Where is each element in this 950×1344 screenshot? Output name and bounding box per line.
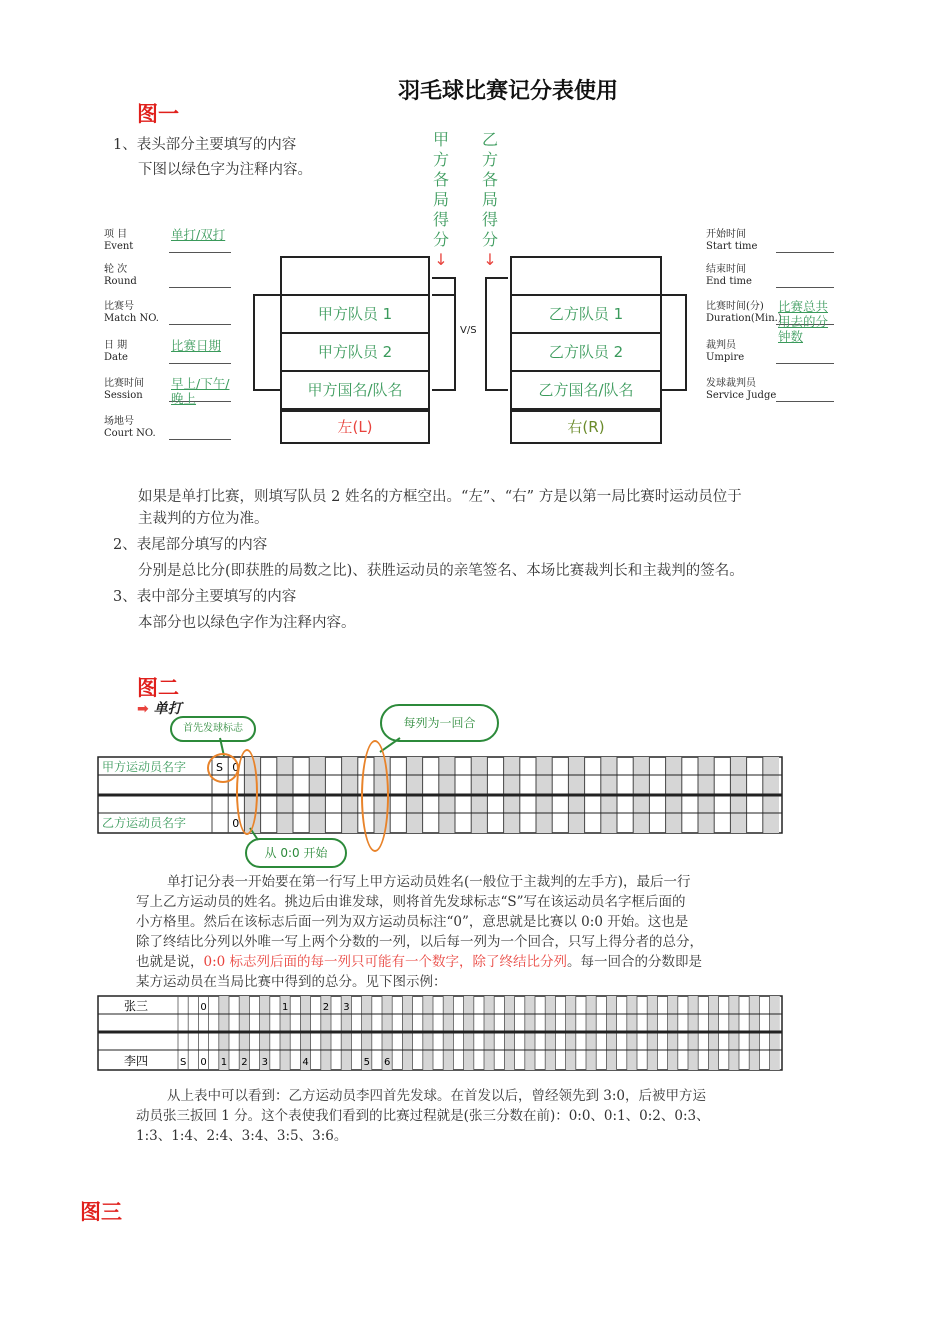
down-arrow-icon: ↓ <box>434 250 448 269</box>
right-field-cn: 结束时间 <box>706 264 746 275</box>
singles-label: 单打 <box>153 701 182 717</box>
s-highlight-oval <box>207 753 239 783</box>
column-note-a-text: 甲方各局得分 <box>432 130 449 249</box>
para-2-line-4: 除了终结比分列以外唯一写上两个分数的一列，以后每一列为一个回合，只写上得分者的总分， <box>136 934 703 950</box>
row-bottom-name: 李四 <box>124 1054 149 1068</box>
left-field-label <box>104 264 137 288</box>
section-2-heading: 2、表尾部分填写的内容 <box>113 537 268 553</box>
zero-mark-a: 0 <box>232 761 240 774</box>
bottom-score-mark: 4 <box>302 1057 309 1068</box>
a-country-box: 甲方国名/队名 <box>280 370 430 410</box>
bottom-score-mark: S <box>180 1057 187 1068</box>
right-field-line <box>776 251 834 253</box>
example-score-grid <box>96 994 786 1072</box>
section-3-text: 本部分也以绿色字作为注释内容。 <box>138 615 356 631</box>
first-serve-bubble: 首先发球标志 <box>170 716 256 742</box>
para-2-line-5 <box>136 952 702 972</box>
left-field-cn: 比赛时间 <box>104 378 144 389</box>
down-arrow-icon: ↓ <box>483 250 497 269</box>
para-2-line-6: 某方运动员在当局比赛中得到的总分。见下图示例： <box>136 974 447 990</box>
left-field-line <box>169 286 231 288</box>
para-1-line-1: 如果是单打比赛，则填写队员 2 姓名的方框空出。“左”、“右” 方是以第一局比赛时运动员位于 <box>138 489 742 505</box>
section-3-heading: 3、表中部分主要填写的内容 <box>113 589 297 605</box>
right-field-label <box>706 229 757 253</box>
arrow-right-icon: ➡ <box>137 701 149 717</box>
bracket-lines <box>250 250 690 450</box>
bottom-score-mark: 6 <box>384 1057 391 1068</box>
each-column-bubble: 每列为一回合 <box>380 704 499 742</box>
bottom-score-mark: 1 <box>220 1057 228 1068</box>
figure-3-label: 图三 <box>80 1200 122 1224</box>
section-1-subtext: 下图以绿色字为注释内容。 <box>138 162 312 178</box>
right-field-en: Duration(Min.) <box>706 313 782 324</box>
left-field-label <box>104 229 133 253</box>
para-2-line-1: 单打记分表一开始要在第一行写上甲方运动员姓名(一般位于主裁判的左手方)，最后一行 <box>167 874 691 890</box>
figure-1-label: 图一 <box>137 102 179 126</box>
left-field-cn: 日 期 <box>104 340 128 351</box>
left-field-line <box>169 251 231 253</box>
column-note-a <box>432 130 450 270</box>
left-field-en: Event <box>104 241 134 252</box>
left-field-label <box>104 416 156 440</box>
right-field-label <box>706 378 776 402</box>
left-field-en: Round <box>104 276 137 287</box>
left-field-en: Match NO. <box>104 313 159 324</box>
left-field-value: 单打/双打 <box>171 227 226 242</box>
document-title: 羽毛球比赛记分表使用 <box>398 79 619 104</box>
left-field-line <box>169 362 231 364</box>
left-field-label <box>104 301 159 325</box>
para-3-line-2: 动员张三扳回 1 分。这个表使我们看到的比赛过程就是(张三分数在前)：0:0、0:1、0:2、0:3、 <box>136 1108 710 1124</box>
left-field-cn: 项 目 <box>104 229 128 240</box>
left-field-label <box>104 378 144 402</box>
bottom-score-mark: 2 <box>241 1057 248 1068</box>
right-field-en: End time <box>706 276 752 287</box>
section-2-text: 分别是总比分(即获胜的局数之比)、获胜运动员的亲笔签名、本场比赛裁判长和主裁判的签名。 <box>138 563 744 579</box>
left-field-line <box>169 438 231 440</box>
right-field-cn: 开始时间 <box>706 229 746 240</box>
top-score-mark: 1 <box>282 1002 289 1013</box>
left-field-cn: 比赛号 <box>104 301 134 312</box>
left-field-en: Court NO. <box>104 428 156 439</box>
bottom-score-mark: 0 <box>200 1057 207 1068</box>
vs-label: V/S <box>460 325 477 336</box>
a-player-1-box: 甲方队员 1 <box>280 294 430 334</box>
row-b-name: 乙方运动员名字 <box>102 816 187 830</box>
left-field-value: 早上/下午/晚上 <box>171 376 230 406</box>
row-top-name: 张三 <box>124 999 149 1013</box>
right-field-line <box>776 286 834 288</box>
figure-2-label: 图二 <box>137 676 179 700</box>
right-field-cn: 发球裁判员 <box>706 378 756 389</box>
para-2-line-3: 小方格里。然后在该标志后面一列为双方运动员标注“0”，意思就是比赛以 0:0 开始。这也是 <box>136 914 689 930</box>
right-field-label <box>706 340 744 364</box>
serve-mark: S <box>216 761 223 774</box>
zero-mark-b: 0 <box>232 817 240 830</box>
b-player-1-box: 乙方队员 1 <box>510 294 662 334</box>
b-country-box: 乙方国名/队名 <box>510 370 662 410</box>
a-player-2-box: 甲方队员 2 <box>280 332 430 372</box>
right-field-en: Service Judge <box>706 390 777 401</box>
bottom-score-mark: 3 <box>261 1057 268 1068</box>
right-field-en: Umpire <box>706 352 745 363</box>
left-field-en: Session <box>104 390 143 401</box>
zero-column-oval <box>236 749 258 835</box>
b-player-2-box: 乙方队员 2 <box>510 332 662 372</box>
bottom-score-mark: 5 <box>363 1057 370 1068</box>
left-field-line <box>169 323 231 325</box>
top-score-mark: 3 <box>343 1002 350 1013</box>
right-field-cn: 裁判员 <box>706 340 736 351</box>
left-field-label <box>104 340 128 364</box>
row-a-name: 甲方运动员名字 <box>102 760 187 774</box>
from-zero-bubble: 从 0:0 开始 <box>245 838 347 868</box>
right-field-en: Start time <box>706 241 758 252</box>
left-field-value: 比赛日期 <box>171 338 222 353</box>
para-3-line-1: 从上表中可以看到：乙方运动员李四首先发球。在首发以后，曾经领先到 3:0，后被甲方运 <box>167 1088 707 1104</box>
top-score-mark: 2 <box>322 1002 330 1013</box>
round-column-oval <box>361 740 389 852</box>
left-field-cn: 轮 次 <box>104 264 128 275</box>
right-field-line <box>776 400 834 402</box>
a-side-box: 左(L) <box>280 410 430 444</box>
left-field-cn: 场地号 <box>104 416 134 427</box>
para-3-line-3: 1:3、1:4、2:4、3:4、3:5、3:6。 <box>136 1128 348 1144</box>
para-2-line-5-highlight: 0:0 标志列后面的每一列只可能有一个数字，除了终结比分列 <box>203 954 568 970</box>
right-field-label <box>706 264 752 288</box>
right-field-value: 比赛总共用去的分钟数 <box>778 299 829 344</box>
right-field-cn: 比赛时间(分) <box>706 301 764 312</box>
top-score-mark: 0 <box>200 1002 207 1013</box>
section-1-heading: 1、表头部分主要填写的内容 <box>113 137 297 153</box>
b-side-box: 右(R) <box>510 410 662 444</box>
para-2-line-5a: 也就是说， <box>136 954 204 970</box>
right-field-label <box>706 301 782 325</box>
right-field-line <box>776 362 834 364</box>
singles-heading <box>137 698 182 718</box>
para-1-line-2: 主裁判的方位为准。 <box>138 511 269 527</box>
column-note-b-text: 乙方各局得分 <box>481 130 498 249</box>
para-2-line-5b: 。每一回合的分数即是 <box>567 954 703 970</box>
para-2-line-2: 写上乙方运动员的姓名。挑边后由谁发球，则将首先发球标志“S”写在该运动员名字框后面的 <box>136 894 686 910</box>
left-field-en: Date <box>104 352 128 363</box>
column-note-b <box>481 130 499 270</box>
